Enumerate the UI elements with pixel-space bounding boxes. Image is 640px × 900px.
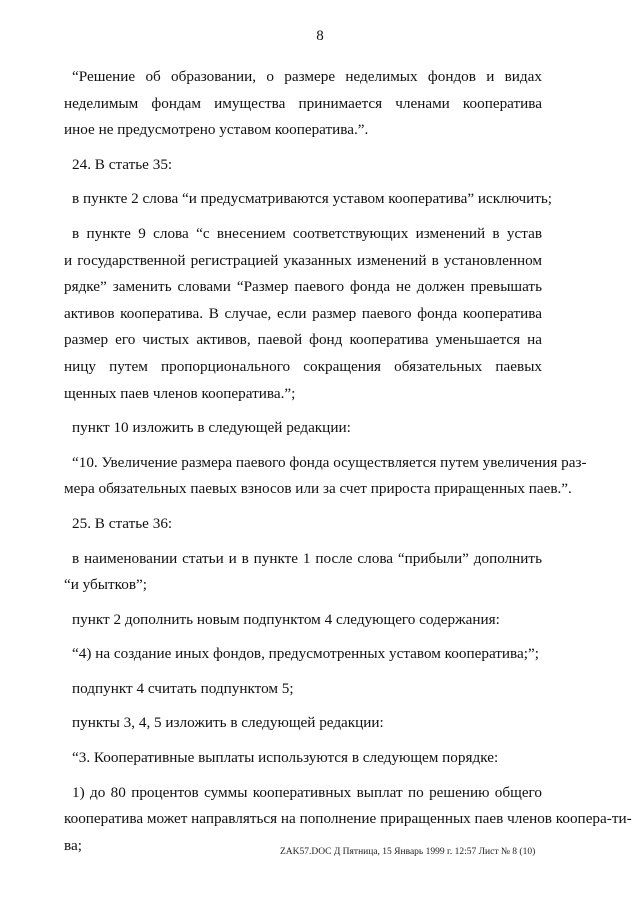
text-line: кооператива может направляться на пополнение приращенных паев членов коопера-ти- — [64, 810, 632, 828]
paragraph — [64, 607, 542, 634]
text-line: 1) до 80 процентов суммы кооперативных выплат по решению общего — [72, 783, 542, 801]
paragraph — [64, 511, 542, 538]
page-number: 8 — [316, 28, 324, 44]
text-line: в пункте 9 слова “с внесением соответствующих изменений в устав — [72, 224, 542, 242]
text-line: иное не предусмотрено уставом кооператива.”. — [64, 121, 369, 139]
text-line: “4) на создание иных фондов, предусмотренных уставом кооператива;”; — [72, 645, 539, 663]
text-line: ницу путем пропорционального сокращения обязательных паевых — [64, 357, 542, 375]
text-line: “Решение об образовании, о размере неделимых фондов и видах — [72, 68, 542, 85]
text-line: размер его чистых активов, паевой фонд кооператива уменьшается на — [64, 331, 542, 349]
text-line: “и убытков”; — [64, 576, 147, 594]
text-line: в пункте 2 слова “и предусматриваются уставом кооператива” исключить; — [72, 190, 553, 208]
text-line: рядке” заменить словами “Размер паевого фонда не должен превышать — [64, 278, 542, 296]
text-line: и государственной регистрацией указанных изменений в установленном — [64, 251, 542, 269]
paragraph — [64, 221, 542, 407]
text-line: подпункт 4 считать подпунктом 5; — [72, 679, 294, 697]
paragraph — [64, 641, 542, 668]
text-line: неделимым фондам имущества принимается членами кооператива — [64, 94, 542, 112]
paragraph — [64, 152, 542, 179]
paragraph — [64, 676, 542, 703]
paragraph — [64, 450, 587, 503]
text-line: пункты 3, 4, 5 изложить в следующей редакции: — [72, 714, 384, 732]
paragraph — [64, 64, 542, 144]
paragraph — [64, 415, 542, 442]
text-line: 25. В статье 36: — [72, 514, 173, 532]
document-footer: ZAK57.DOC Д Пятница, 15 Январь 1999 г. 12:57 Лист № 8 (10) — [280, 847, 536, 857]
paragraph — [64, 710, 542, 737]
paragraph — [64, 745, 542, 772]
text-line: пункт 10 изложить в следующей редакции: — [72, 419, 351, 437]
paragraph — [64, 186, 553, 213]
text-line: щенных паев членов кооператива.”; — [64, 384, 296, 402]
text-line: 24. В статье 35: — [72, 155, 173, 173]
text-line: ва; — [64, 836, 82, 854]
document-body — [64, 64, 632, 867]
text-line: “10. Увеличение размера паевого фонда осуществляется путем увеличения раз- — [72, 453, 587, 471]
paragraph — [64, 546, 542, 599]
text-line-fragment: ти- — [611, 810, 632, 828]
text-line: в наименовании статьи и в пункте 1 после слова “прибыли” дополнить — [72, 549, 542, 567]
text-line: мера обязательных паевых взносов или за счет прироста приращенных паев.”. — [64, 480, 572, 498]
text-line: “3. Кооперативные выплаты используются в следующем порядке: — [72, 749, 499, 767]
text-line: активов кооператива. В случае, если размер паевого фонда кооператива — [64, 304, 542, 322]
text-line: пункт 2 дополнить новым подпунктом 4 следующего содержания: — [72, 610, 500, 628]
